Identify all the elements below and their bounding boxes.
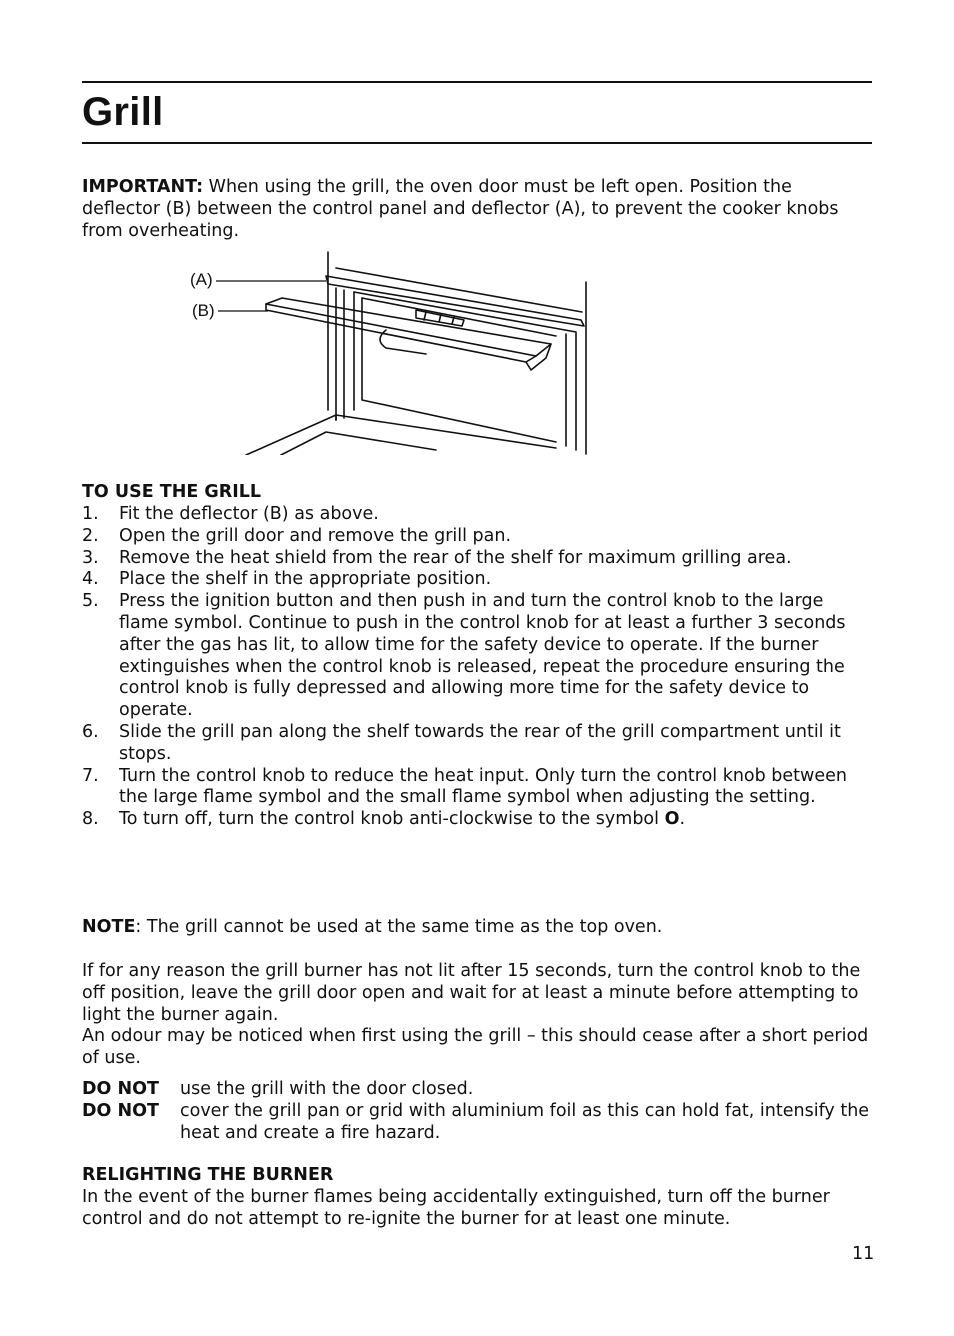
step-number: 3. — [82, 547, 99, 568]
off-symbol: O — [664, 809, 680, 830]
step-text: Place the shelf in the appropriate position. — [119, 569, 492, 590]
label-a: (A) — [190, 270, 213, 289]
do-not-text: use the grill with the door closed. — [180, 1079, 474, 1099]
list-item — [82, 569, 872, 591]
burner-not-lit-paragraph: If for any reason the grill burner has not lit after 15 seconds, turn the control knob to the off position, leave the grill door open and wait for at least a minute before attempting to light the burner again. — [82, 961, 861, 1025]
do-not-text: cover the grill pan or grid with aluminium foil as this can hold fat, intensify the heat and create a fire hazard. — [180, 1101, 870, 1143]
list-item — [82, 591, 872, 722]
step-number: 2. — [82, 525, 99, 546]
step-text: Open the grill door and remove the grill pan. — [119, 525, 512, 546]
note-paragraph — [82, 917, 872, 939]
step-text: To turn off, turn the control knob anti-clockwise to the symbol — [119, 809, 665, 830]
list-item — [82, 766, 872, 810]
step-number: 5. — [82, 591, 99, 612]
odour-paragraph: An odour may be noticed when first using the grill – this should cease after a short period of use. — [82, 1026, 869, 1068]
do-not-label: DO NOT — [82, 1079, 159, 1099]
page-number: 11 — [852, 1244, 875, 1264]
step-text: Fit the deflector (B) as above. — [119, 504, 379, 524]
label-b: (B) — [192, 301, 215, 320]
step-text: Turn the control knob to reduce the heat input. Only turn the control knob between the large flame symbol and the small flame symbol when adjusting the setting. — [119, 765, 847, 808]
steps-list — [82, 504, 872, 831]
page-title: Grill — [82, 90, 164, 134]
top-rule — [82, 81, 872, 83]
step-text: Remove the heat shield from the rear of the shelf for maximum grilling area. — [119, 547, 792, 568]
do-not-label: DO NOT — [82, 1101, 159, 1121]
deflector-diagram — [186, 250, 616, 455]
to-use-heading-text: TO USE THE GRILL — [82, 482, 262, 502]
note-label: NOTE — [82, 917, 136, 937]
do-not-item — [82, 1101, 872, 1145]
step-end: . — [679, 809, 686, 830]
important-label: IMPORTANT: — [82, 177, 204, 197]
step-number: 7. — [82, 765, 99, 786]
do-not-item — [82, 1079, 872, 1101]
step-text: Press the ignition button and then push in and turn the control knob to the large flame symbol. Continue to push in the control knob for at least a further 3 seconds after the gas has lit, to allow time for the safety device to operate. If the burner extinguishes when the control knob is released, repeat the procedure ensuring the control knob is fully depressed and allowing more time for the safety device to operate. — [119, 591, 846, 721]
relighting-heading — [82, 1165, 872, 1187]
list-item — [82, 722, 872, 766]
list-item — [82, 504, 872, 526]
step-number: 4. — [82, 569, 99, 590]
step-number: 1. — [82, 504, 99, 524]
list-item — [82, 548, 872, 570]
step-number: 8. — [82, 809, 99, 830]
relighting-paragraph: In the event of the burner flames being accidentally extinguished, turn off the burner control and do not attempt to re-ignite the burner for at least one minute. — [82, 1187, 830, 1229]
list-item — [82, 809, 872, 831]
step-text: Slide the grill pan along the shelf towards the rear of the grill compartment until it stops. — [119, 721, 841, 764]
to-use-heading — [82, 482, 872, 504]
title-underline-rule — [82, 142, 872, 144]
list-item — [82, 526, 872, 548]
note-text: : The grill cannot be used at the same time as the top oven. — [135, 917, 663, 937]
important-paragraph — [82, 177, 872, 242]
relighting-heading-text: RELIGHTING THE BURNER — [82, 1165, 334, 1185]
important-text: When using the grill, the oven door must be left open. Position the deflector (B) between the control panel and deflector (A), to prevent the cooker knobs from overheating. — [82, 177, 839, 241]
step-number: 6. — [82, 721, 99, 742]
